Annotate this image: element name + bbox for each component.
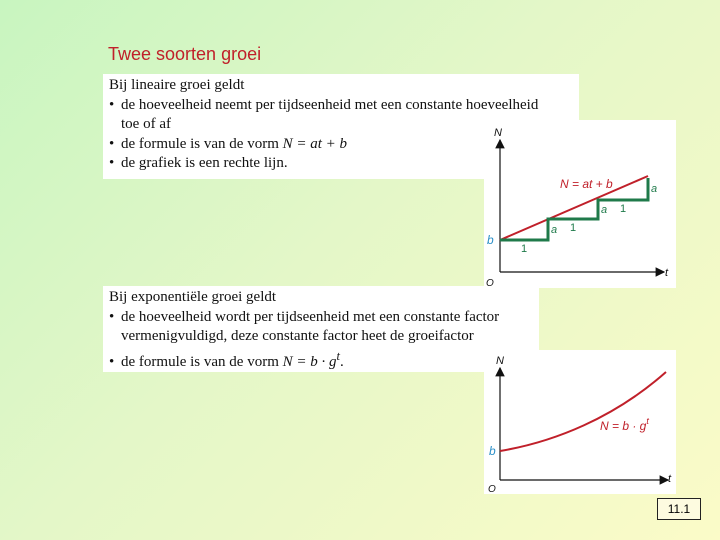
- origin-label: O: [488, 484, 496, 494]
- linear-bullet-3-text: de grafiek is een rechte lijn.: [121, 155, 288, 171]
- step-rise-label-1: a: [551, 224, 558, 236]
- linear-bullet-2-prefix: de formule is van de vorm: [121, 135, 283, 152]
- step-rise-label-3: a: [651, 183, 658, 195]
- exponential-formula-base: N = b · g: [600, 419, 647, 433]
- linear-bullet-1: [109, 96, 573, 116]
- bullet: •: [109, 155, 115, 171]
- bullet: •: [109, 135, 115, 152]
- step-run-label-2: 1: [570, 222, 577, 234]
- x-axis-label: t: [668, 473, 672, 485]
- bullet: •: [109, 308, 115, 325]
- exponential-growth-textbox: [103, 286, 539, 372]
- step-run-label-1: 1: [521, 243, 528, 255]
- intercept-label: b: [487, 233, 494, 247]
- exponential-formula-label: [600, 416, 649, 433]
- exponential-graph: [484, 350, 676, 494]
- intercept-label: b: [489, 444, 496, 458]
- exponential-formula: N = b · g: [282, 353, 337, 370]
- x-axis-label: t: [665, 267, 669, 279]
- slide-number: 11.1: [657, 498, 701, 520]
- exponential-bullet-1-text-a: de hoeveelheid wordt per tijdseenheid met een constante factor: [121, 308, 500, 325]
- bullet: •: [109, 353, 115, 370]
- exponential-bullet-1-text-b: vermenigvuldigd, deze constante factor heet de groeifactor: [121, 328, 474, 344]
- exponential-formula-exponent: t: [336, 348, 340, 363]
- linear-bullet-1-text-a: de hoeveelheid neemt per tijdseenheid met een constante hoeveelheid: [121, 96, 539, 113]
- linear-bullet-1-text-b: toe of af: [121, 116, 171, 132]
- origin-label: O: [486, 278, 494, 288]
- linear-heading: Bij lineaire groei geldt: [109, 77, 245, 93]
- linear-formula-label: N = at + b: [560, 177, 613, 191]
- exponential-formula-exp: t: [646, 416, 649, 426]
- exponential-heading: Bij exponentiële groei geldt: [109, 289, 277, 305]
- y-axis-label: N: [494, 127, 502, 139]
- bullet: •: [109, 96, 115, 113]
- step-rise-label-2: a: [601, 204, 608, 216]
- exponential-bullet-2: [109, 347, 533, 373]
- step-run-label-3: 1: [620, 203, 627, 215]
- exponential-formula-period: .: [340, 353, 344, 370]
- exponential-bullet-1: [109, 308, 533, 328]
- exponential-bullet-2-prefix: de formule is van de vorm: [121, 353, 283, 370]
- slide-title: Twee soorten groei: [108, 44, 262, 64]
- y-axis-label: N: [496, 355, 504, 367]
- linear-formula: N = at + b: [282, 135, 348, 152]
- exponential-curve: [500, 372, 666, 451]
- linear-graph: [484, 120, 676, 288]
